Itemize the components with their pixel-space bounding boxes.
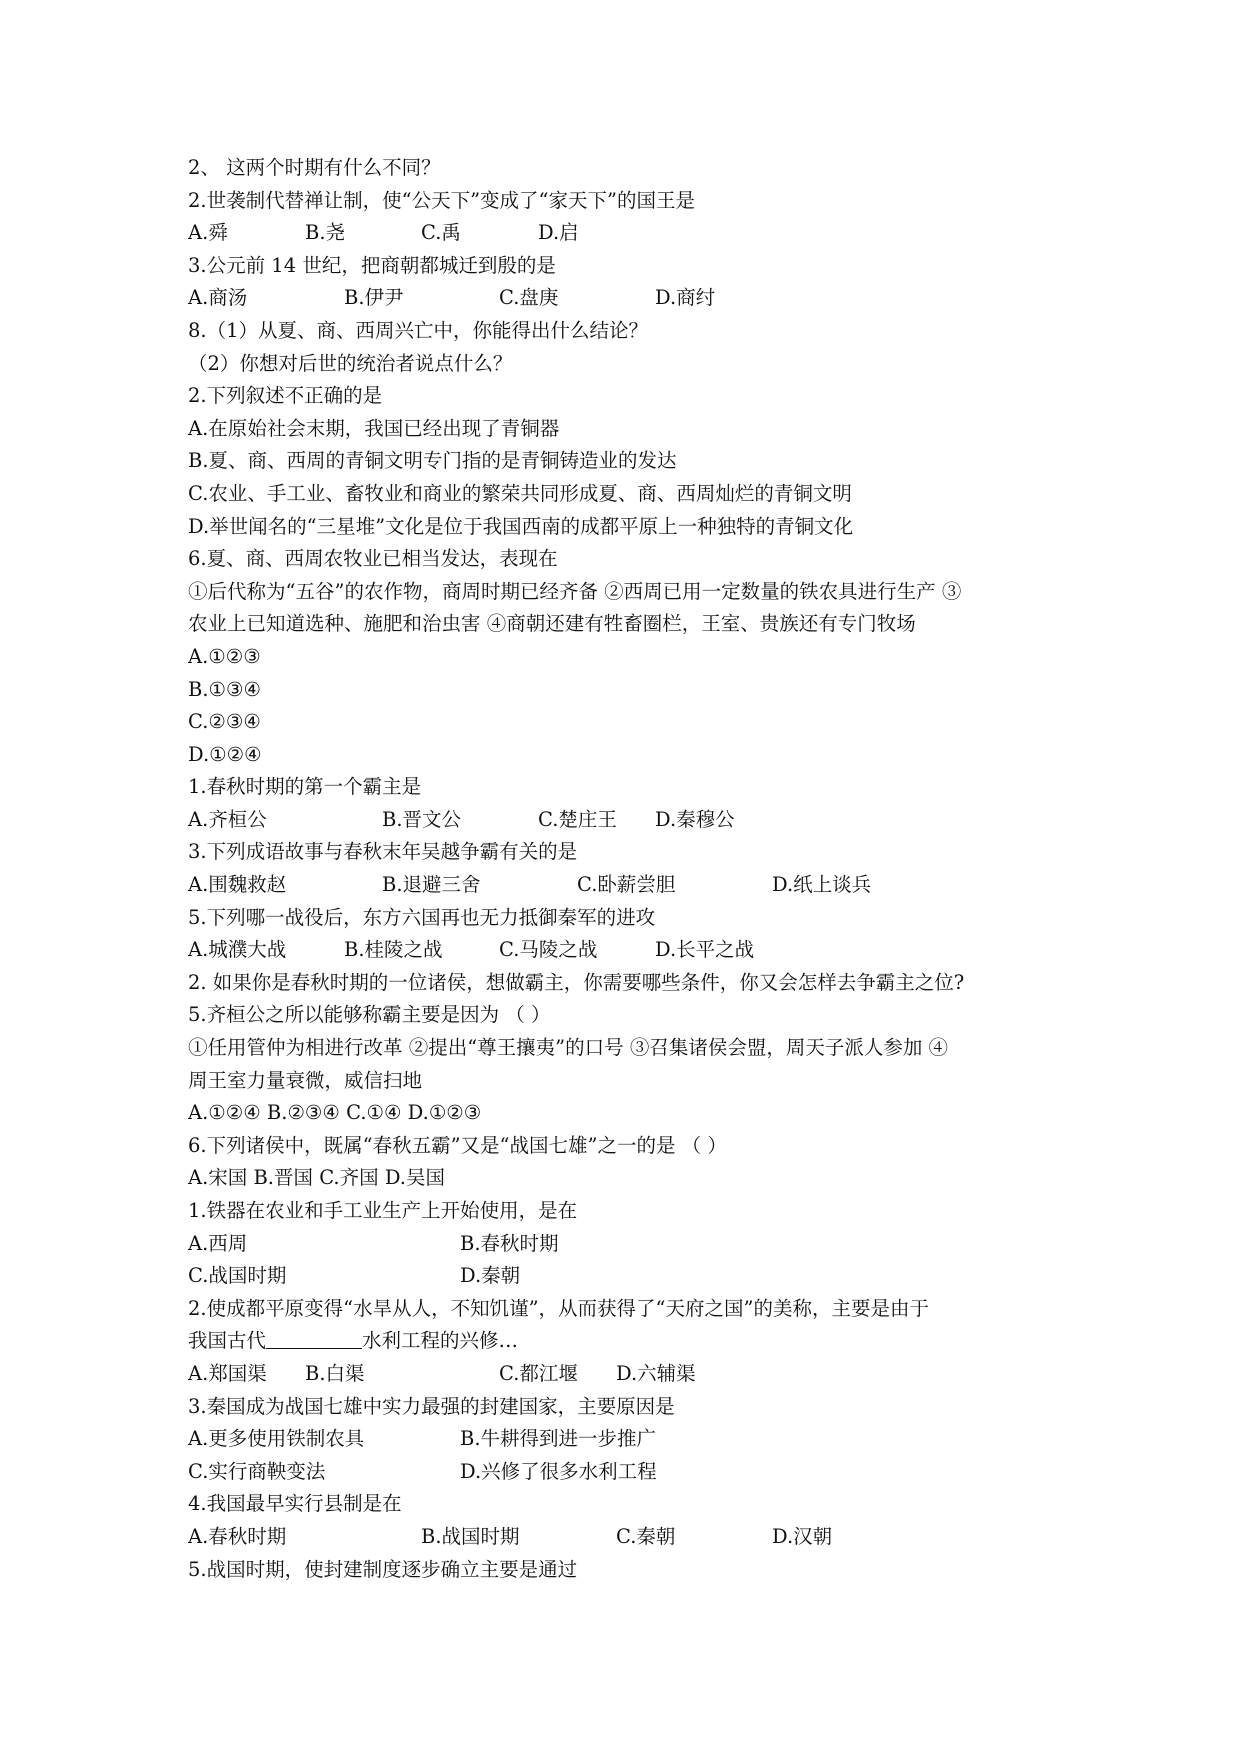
option-item: C.都江堰: [499, 1361, 578, 1385]
text-line: A.在原始社会末期，我国已经出现了青铜器: [188, 416, 560, 440]
text-line: 2.下列叙述不正确的是: [188, 384, 383, 408]
text-line: ①后代称为“五谷”的农作物，商周时期已经齐备 ②西周已用一定数量的铁农具进行生产 ③: [188, 579, 962, 603]
option-item: B.春秋时期: [460, 1231, 559, 1255]
text-line: 1.铁器在农业和手工业生产上开始使用，是在: [188, 1199, 578, 1222]
text-line: D.举世闻名的“三星堆”文化是位于我国西南的成都平原上一种独特的青铜文化: [188, 514, 854, 538]
option-item: A.舜: [188, 221, 228, 245]
text-line: D.①②④: [188, 742, 262, 766]
options-row: [188, 869, 1068, 902]
text-line: 2、 这两个时期有什么不同？: [188, 156, 441, 179]
text-line: C.②③④: [188, 710, 261, 734]
text-line: A.①②④ B.②③④ C.①④ D.①②③: [188, 1101, 482, 1125]
options-row: [188, 1260, 1068, 1293]
option-item: B.退避三舍: [382, 873, 481, 897]
options-row: [188, 1228, 1068, 1261]
text-line: 6.下列诸侯中，既属“春秋五霸”又是“战国七雄”之一的是 （ ）: [188, 1133, 727, 1157]
text-line: A.宋国 B.晋国 C.齐国 D.吴国: [188, 1166, 445, 1190]
blank-suffix: 水利工程的兴修…: [362, 1329, 519, 1353]
options-row: [188, 934, 1068, 967]
options-row: [188, 1456, 1068, 1489]
text-line: 2.世袭制代替禅让制，使“公天下”变成了“家天下”的国王是: [188, 188, 695, 212]
option-item: D.秦穆公: [655, 807, 735, 831]
text-line: B.①③④: [188, 677, 261, 701]
text-line: （2）你想对后世的统治者说点什么？: [188, 351, 513, 375]
option-item: A.城濮大战: [188, 938, 287, 962]
option-item: D.六辅渠: [616, 1361, 696, 1385]
text-line: 5.战国时期，使封建制度逐步确立主要是通过: [188, 1557, 578, 1581]
option-item: B.白渠: [305, 1361, 365, 1385]
option-item: D.商纣: [655, 286, 716, 310]
answer-blank: [266, 1328, 362, 1349]
option-item: B.牛耕得到进一步推广: [460, 1427, 657, 1451]
option-item: A.西周: [188, 1231, 248, 1255]
question-list: [188, 152, 1068, 1586]
text-line: ①任用管仲为相进行改革 ②提出“尊王攘夷”的口号 ③召集诸侯会盟，周天子派人参加 ④: [188, 1036, 949, 1060]
option-item: A.春秋时期: [188, 1524, 287, 1548]
text-line: 3.秦国成为战国七雄中实力最强的封建国家，主要原因是: [188, 1394, 675, 1418]
options-row: [188, 1358, 1068, 1391]
option-item: B.伊尹: [344, 286, 404, 310]
text-line: 2.使成都平原变得“水旱从人，不知饥谨”，从而获得了“天府之国”的美称，主要是由于: [188, 1296, 929, 1320]
options-row: [188, 1423, 1068, 1456]
option-item: D.秦朝: [460, 1264, 521, 1288]
text-line: 农业上已知道选种、施肥和治虫害 ④商朝还建有牲畜圈栏，王室、贵族还有专门牧场: [188, 612, 916, 636]
text-line: 5.齐桓公之所以能够称霸主要是因为 （ ）: [188, 1003, 551, 1027]
option-item: C.楚庄王: [538, 807, 617, 831]
option-item: D.兴修了很多水利工程: [460, 1459, 657, 1483]
option-item: B.桂陵之战: [344, 938, 443, 962]
text-line: 1.春秋时期的第一个霸主是: [188, 775, 422, 799]
option-item: D.纸上谈兵: [772, 873, 872, 897]
option-item: A.郑国渠: [188, 1361, 267, 1385]
text-line: 6.夏、商、西周农牧业已相当发达，表现在: [188, 547, 558, 571]
text-line: B.夏、商、西周的青铜文明专门指的是青铜铸造业的发达: [188, 449, 677, 473]
option-item: D.长平之战: [655, 938, 755, 962]
option-item: D.汉朝: [772, 1524, 833, 1548]
option-item: C.马陵之战: [499, 938, 598, 962]
option-item: C.战国时期: [188, 1264, 287, 1288]
text-line: 3.下列成语故事与春秋末年吴越争霸有关的是: [188, 840, 578, 864]
option-item: A.围魏救赵: [188, 873, 287, 897]
option-item: B.战国时期: [421, 1524, 520, 1548]
options-row: [188, 217, 1068, 250]
text-line: 5.下列哪一战役后，东方六国再也无力抵御秦军的进攻: [188, 905, 656, 929]
option-item: A.商汤: [188, 286, 248, 310]
option-item: C.禹: [421, 221, 461, 245]
text-line: 8.（1）从夏、商、西周兴亡中，你能得出什么结论？: [188, 318, 649, 342]
text-line: C.农业、手工业、畜牧业和商业的繁荣共同形成夏、商、西周灿烂的青铜文明: [188, 481, 852, 505]
options-row: [188, 804, 1068, 837]
text-line: 2. 如果你是春秋时期的一位诸侯，想做霸主，你需要哪些条件，你又会怎样去争霸主之位?: [188, 970, 965, 994]
blank-prefix: 我国古代: [188, 1329, 267, 1353]
options-row: [188, 282, 1068, 315]
option-item: A.更多使用铁制农具: [188, 1427, 365, 1451]
option-item: C.卧薪尝胆: [577, 873, 676, 897]
option-item: B.晋文公: [382, 807, 462, 831]
option-item: B.尧: [305, 221, 346, 245]
option-item: C.实行商鞅变法: [188, 1459, 326, 1483]
text-line: 4.我国最早实行县制是在: [188, 1492, 402, 1516]
option-item: C.秦朝: [616, 1524, 676, 1548]
option-item: C.盘庚: [499, 286, 559, 310]
option-item: D.启: [538, 221, 579, 245]
options-row: [188, 1521, 1068, 1554]
text-line: 周王室力量衰微，威信扫地: [188, 1068, 423, 1092]
text-line: 3.公元前 14 世纪，把商朝都城迁到殷的是: [188, 253, 556, 277]
text-line: A.①②③: [188, 644, 261, 668]
fill-blank-line: [188, 1325, 1068, 1358]
option-item: A.齐桓公: [188, 807, 267, 831]
